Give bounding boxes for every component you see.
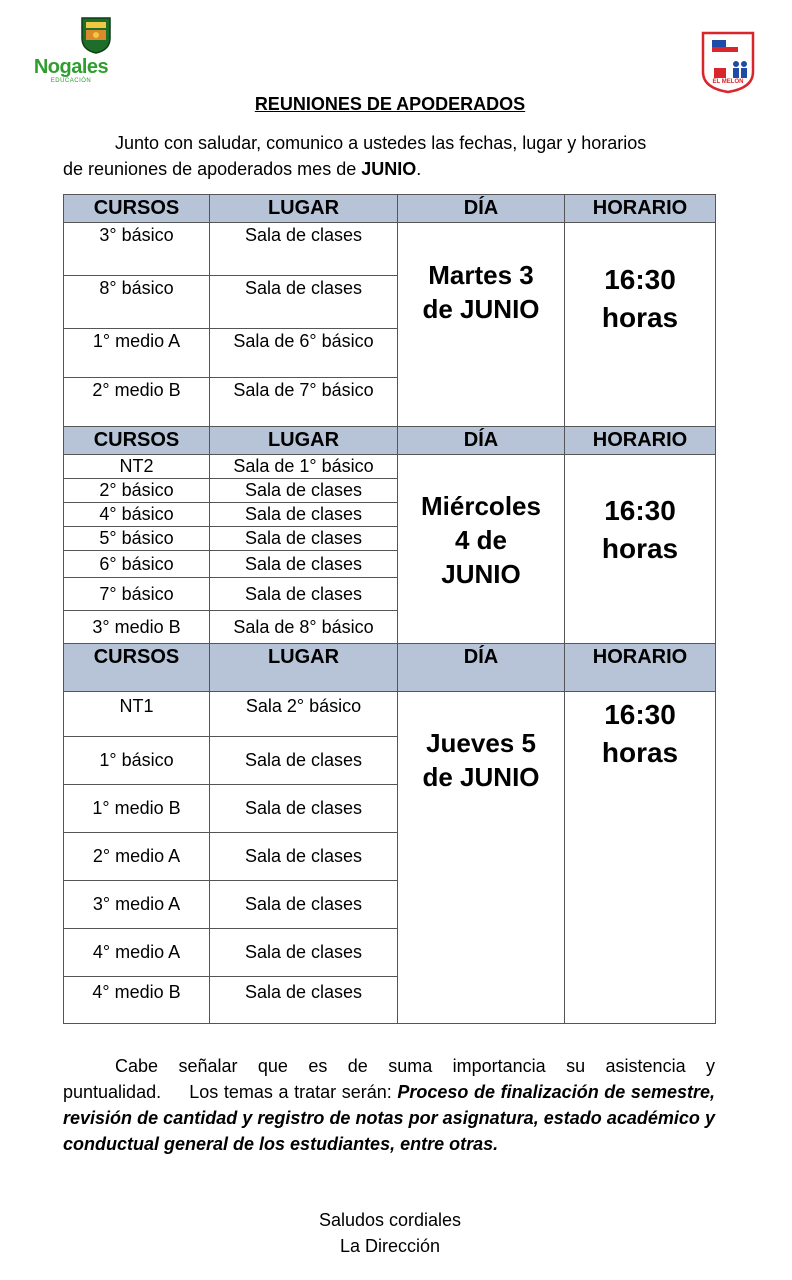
- curso-cell: 1° medio B: [64, 785, 210, 833]
- dia-line: 4 de: [454, 525, 508, 555]
- horario-time: 16:30: [604, 264, 676, 295]
- curso-cell: 2° básico: [64, 479, 210, 503]
- lugar-cell: Sala de clases: [210, 977, 398, 1024]
- lugar-cell: Sala de 7° básico: [210, 378, 398, 427]
- header-horario: HORARIO: [565, 195, 716, 223]
- lugar-cell: Sala de clases: [210, 503, 398, 527]
- emblem-text: EL MELÓN: [712, 79, 744, 85]
- lugar-cell: Sala de clases: [210, 527, 398, 551]
- header-dia: DÍA: [398, 427, 565, 455]
- curso-cell: 4° básico: [64, 503, 210, 527]
- horario-unit: horas: [601, 302, 679, 333]
- curso-cell: 2° medio B: [64, 378, 210, 427]
- curso-cell: 3° básico: [64, 223, 210, 276]
- lugar-cell: Sala de 8° básico: [210, 611, 398, 644]
- curso-cell: 7° básico: [64, 578, 210, 611]
- curso-cell: NT1: [64, 692, 210, 737]
- header-horario: HORARIO: [565, 644, 716, 692]
- header-lugar: LUGAR: [210, 195, 398, 223]
- curso-cell: 4° medio A: [64, 929, 210, 977]
- curso-cell: 4° medio B: [64, 977, 210, 1024]
- logo-subtitle: EDUCACIÓN: [50, 78, 92, 84]
- lugar-cell: Sala de clases: [210, 785, 398, 833]
- curso-cell: 1° medio A: [64, 329, 210, 378]
- dia-line: JUNIO: [441, 559, 521, 589]
- signatory: La Dirección: [339, 1236, 441, 1256]
- dia-line: Martes 3: [428, 260, 534, 290]
- closing-line-1: Cabe señalar que es de suma importancia su asistencia y: [115, 1056, 715, 1076]
- lugar-cell: Sala de clases: [210, 276, 398, 329]
- dia-cell: [398, 223, 565, 427]
- lugar-cell: Sala de clases: [210, 833, 398, 881]
- header-lugar: LUGAR: [210, 644, 398, 692]
- intro-line-2: [63, 156, 715, 182]
- lugar-cell: Sala de clases: [210, 737, 398, 785]
- horario-time: 16:30: [604, 699, 676, 730]
- intro-text: de reuniones de apoderados mes de: [63, 159, 362, 179]
- horario-cell: [565, 692, 716, 1024]
- header-cursos: CURSOS: [64, 195, 210, 223]
- curso-cell: NT2: [64, 455, 210, 479]
- school-crest-icon: [80, 16, 112, 54]
- horario-time: 16:30: [604, 495, 676, 526]
- header-dia: DÍA: [398, 644, 565, 692]
- intro-paragraph: [63, 130, 715, 182]
- table-row: [64, 455, 716, 479]
- lugar-cell: Sala de clases: [210, 578, 398, 611]
- table-row: [64, 692, 716, 737]
- curso-cell: 3° medio B: [64, 611, 210, 644]
- header-lugar: LUGAR: [210, 427, 398, 455]
- curso-cell: 3° medio A: [64, 881, 210, 929]
- el-melon-logo: [700, 30, 756, 94]
- lugar-cell: Sala de clases: [210, 223, 398, 276]
- header-cursos: CURSOS: [64, 427, 210, 455]
- horario-cell: [565, 455, 716, 644]
- intro-line-1: Junto con saludar, comunico a ustedes las fechas, lugar y horarios: [115, 133, 647, 153]
- lugar-cell: Sala de clases: [210, 929, 398, 977]
- horario-unit: horas: [601, 533, 679, 564]
- logo-wordmark: Nogales: [33, 56, 109, 78]
- curso-cell: 2° medio A: [64, 833, 210, 881]
- intro-period: .: [416, 159, 422, 179]
- header-cursos: CURSOS: [64, 644, 210, 692]
- dia-cell: [398, 692, 565, 1024]
- closing-text: puntualidad. Los temas a tratar serán:: [63, 1082, 398, 1102]
- horario-cell: [565, 223, 716, 427]
- curso-cell: 5° básico: [64, 527, 210, 551]
- dia-line: de JUNIO: [422, 762, 540, 792]
- dia-line: de JUNIO: [422, 294, 540, 324]
- table-row: [64, 223, 716, 276]
- dia-cell: [398, 455, 565, 644]
- lugar-cell: Sala de clases: [210, 881, 398, 929]
- topics-text: Proceso de finalización de semestre, revisión de cantidad y registro de notas por asignatura, estado académico y conductual general de los estudiantes, entre otras.: [63, 1082, 715, 1154]
- closing-body: [63, 1079, 715, 1157]
- lugar-cell: Sala de clases: [210, 479, 398, 503]
- header-horario: HORARIO: [565, 427, 716, 455]
- header-dia: DÍA: [398, 195, 565, 223]
- lugar-cell: Sala de 1° básico: [210, 455, 398, 479]
- page-title: REUNIONES DE APODERADOS: [254, 94, 526, 114]
- dia-line: Jueves 5: [426, 728, 536, 758]
- horario-unit: horas: [601, 737, 679, 768]
- schedule-table-1: [63, 194, 716, 1024]
- curso-cell: 6° básico: [64, 551, 210, 578]
- month-label: JUNIO: [361, 159, 417, 179]
- nogales-logo: [26, 16, 116, 86]
- lugar-cell: Sala de 6° básico: [210, 329, 398, 378]
- signature: [0, 1207, 780, 1259]
- lugar-cell: Sala de clases: [210, 551, 398, 578]
- dia-line: Miércoles: [421, 491, 541, 521]
- greeting: Saludos cordiales: [318, 1210, 462, 1230]
- curso-cell: 1° básico: [64, 737, 210, 785]
- lugar-cell: Sala 2° básico: [210, 692, 398, 737]
- closing-paragraph: [63, 1053, 715, 1157]
- curso-cell: 8° básico: [64, 276, 210, 329]
